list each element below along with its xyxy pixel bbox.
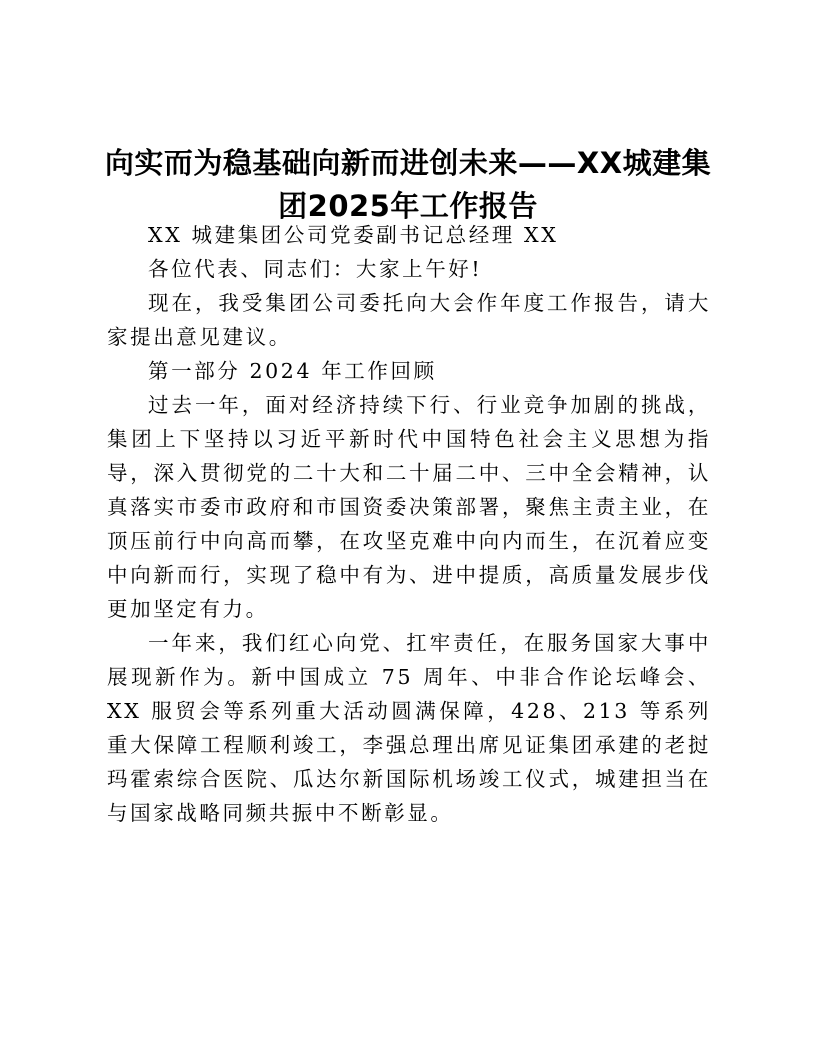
document-title: 向实而为稳基础向新而进创未来——XX城建集团2025年工作报告 [104,146,712,223]
author-line: XX 城建集团公司党委副书记总经理 XX [148,223,559,247]
document-body [107,218,711,830]
greeting-paragraph: 各位代表、同志们：大家上午好! [148,257,483,281]
body-paragraph: 一年来，我们红心向党、扛牢责任，在服务国家大事中展现新作为。新中国成立 75 周年、中非合作论坛峰会、XX 服贸会等系列重大活动圆满保障，428、213 等系列重大保障工程顺利竣工，李强总理出席见证集团承建的老挝玛霍索综合医院、瓜达尔新国际机场竣工仪式，城建担当在与国家战略同频共振中不断彰显。 [107,631,711,825]
section-heading: 第一部分 2024 年工作回顾 [148,359,437,383]
body-paragraph: 过去一年，面对经济持续下行、行业竞争加剧的挑战，集团上下坚持以习近平新时代中国特色社会主义思想为指导，深入贯彻党的二十大和二十届二中、三中全会精神，认真落实市委市政府和市国资委决策部署，聚焦主责主业，在顶压前行中向高而攀，在攻坚克难中向内而生，在沉着应变中向新而行，实现了稳中有为、进中提质，高质量发展步伐更加坚定有力。 [107,393,711,621]
intro-paragraph: 现在，我受集团公司委托向大会作年度工作报告，请大家提出意见建议。 [107,291,711,349]
